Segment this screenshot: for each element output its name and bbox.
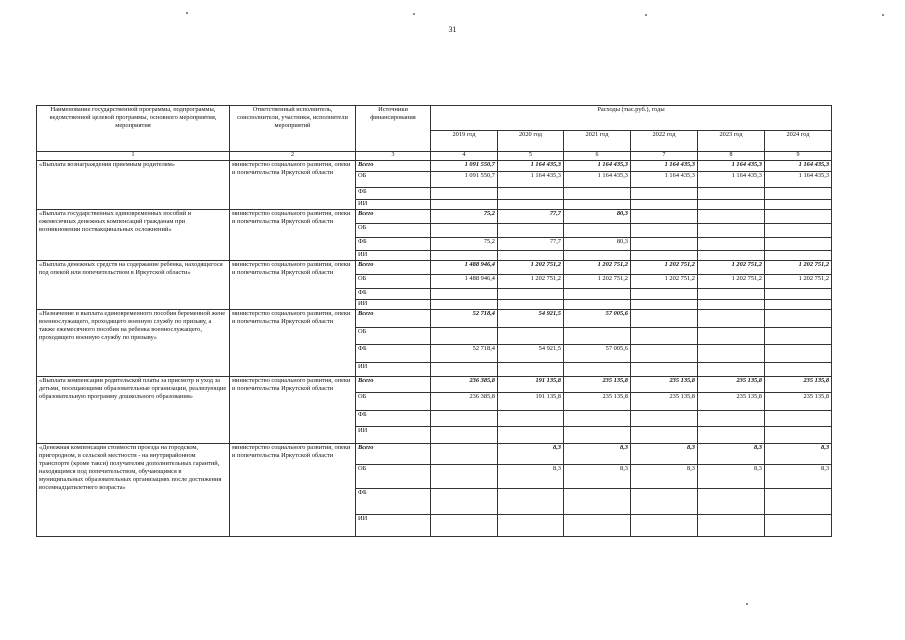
table-row	[37, 261, 832, 275]
amount-cell	[631, 489, 698, 515]
amount-cell: 8,3	[631, 444, 698, 465]
amount-cell: 8,3	[765, 444, 832, 465]
funding-source-cell: ФБ	[356, 289, 431, 300]
amount-cell	[698, 238, 765, 251]
column-number: 1	[37, 152, 230, 161]
amount-cell	[765, 210, 832, 224]
amount-cell	[564, 363, 631, 377]
amount-cell	[698, 310, 765, 328]
amount-cell: 8,3	[498, 444, 564, 465]
amount-cell: 235 135,8	[698, 393, 765, 411]
funding-source-cell: Всего	[356, 377, 431, 393]
amount-cell	[631, 200, 698, 210]
amount-cell: 1 091 550,7	[431, 161, 498, 172]
table-row	[37, 210, 832, 224]
amount-cell: 235 135,8	[564, 393, 631, 411]
amount-cell: 1 164 435,3	[498, 172, 564, 188]
amount-cell	[498, 251, 564, 261]
amount-cell	[431, 251, 498, 261]
amount-cell: 1 164 435,3	[498, 161, 564, 172]
column-number: 3	[356, 152, 431, 161]
amount-cell	[765, 200, 832, 210]
amount-cell	[631, 363, 698, 377]
funding-source-cell: ФБ	[356, 238, 431, 251]
scan-speck	[882, 14, 884, 16]
amount-cell: 1 202 751,2	[698, 275, 765, 289]
amount-cell	[431, 515, 498, 537]
amount-cell: 52 718,4	[431, 345, 498, 363]
amount-cell	[431, 200, 498, 210]
program-name-cell: «Назначение и выплата единовременного пособия беременной жене военнослужащего, проходящего военную службу по призыву, а также ежемесячного пособия на ребенка военнослужащего, проходящего военную службу по призыву»	[37, 310, 230, 377]
amount-cell	[498, 289, 564, 300]
program-name-cell: «Выплата денежных средств на содержание ребенка, находящегося под опекой или попечительством в Иркутской области»	[37, 261, 230, 310]
amount-cell: 1 202 751,2	[564, 275, 631, 289]
amount-cell	[765, 224, 832, 238]
funding-source-cell: ФБ	[356, 345, 431, 363]
amount-cell	[431, 328, 498, 345]
amount-cell	[498, 489, 564, 515]
header-year: 2022 год	[631, 131, 698, 152]
amount-cell	[431, 444, 498, 465]
amount-cell	[631, 238, 698, 251]
program-name-cell: «Денежная компенсация стоимости проезда на городском, пригородном, в сельской местности - на внутрирайонном транспорте (кроме такси) получателям дополнительных гарантий, находящимся под попечительством, обучающимся в муниципальных образовательных организациях после достижения восемнадцатилетнего возраста»	[37, 444, 230, 537]
funding-source-cell: ОБ	[356, 465, 431, 489]
amount-cell	[765, 363, 832, 377]
amount-cell	[631, 300, 698, 310]
header-expenses: Расходы (тыс.руб.), годы	[431, 106, 832, 131]
column-number: 6	[564, 152, 631, 161]
amount-cell	[765, 289, 832, 300]
amount-cell: 1 202 751,2	[564, 261, 631, 275]
amount-cell	[631, 515, 698, 537]
table-row	[37, 444, 832, 465]
amount-cell: 1 164 435,3	[698, 161, 765, 172]
amount-cell	[498, 224, 564, 238]
executor-cell: министерство социального развития, опеки и попечительства Иркутской области	[230, 261, 356, 310]
amount-cell	[698, 515, 765, 537]
amount-cell	[498, 328, 564, 345]
amount-cell: 8,3	[498, 465, 564, 489]
amount-cell	[631, 310, 698, 328]
amount-cell	[498, 363, 564, 377]
amount-cell: 8,3	[564, 444, 631, 465]
funding-source-cell: ОБ	[356, 328, 431, 345]
amount-cell	[631, 328, 698, 345]
amount-cell: 80,3	[564, 210, 631, 224]
scan-speck	[186, 12, 188, 14]
header-year: 2021 год	[564, 131, 631, 152]
header-year: 2020 год	[498, 131, 564, 152]
amount-cell	[431, 188, 498, 200]
amount-cell	[698, 411, 765, 427]
amount-cell	[564, 427, 631, 444]
amount-cell: 1 202 751,2	[765, 275, 832, 289]
amount-cell	[698, 210, 765, 224]
amount-cell: 75,2	[431, 210, 498, 224]
amount-cell	[698, 363, 765, 377]
amount-cell: 8,3	[698, 465, 765, 489]
amount-cell	[498, 200, 564, 210]
funding-source-cell: ИИ	[356, 300, 431, 310]
amount-cell	[698, 489, 765, 515]
amount-cell	[431, 411, 498, 427]
funding-source-cell: ИИ	[356, 427, 431, 444]
amount-cell: 235 135,8	[564, 377, 631, 393]
amount-cell: 191 135,8	[498, 393, 564, 411]
funding-source-cell: Всего	[356, 210, 431, 224]
amount-cell	[564, 289, 631, 300]
page-number: 31	[448, 25, 457, 34]
funding-source-cell: Всего	[356, 310, 431, 328]
executor-cell: министерство социального развития, опеки и попечительства Иркутской области	[230, 377, 356, 444]
amount-cell	[765, 300, 832, 310]
table-row	[37, 310, 832, 328]
amount-cell: 77,7	[498, 238, 564, 251]
amount-cell: 1 202 751,2	[498, 275, 564, 289]
amount-cell: 1 164 435,3	[631, 172, 698, 188]
amount-cell	[431, 363, 498, 377]
amount-cell	[698, 188, 765, 200]
funding-source-cell: Всего	[356, 261, 431, 275]
amount-cell	[631, 210, 698, 224]
amount-cell: 8,3	[765, 465, 832, 489]
table-body	[37, 161, 832, 537]
amount-cell: 1 488 946,4	[431, 261, 498, 275]
amount-cell	[698, 427, 765, 444]
amount-cell	[631, 427, 698, 444]
program-name-cell: «Выплата государственных единовременных пособий и ежемесячных денежных компенсаций гражданам при возникновении поствакцинальных осложнений»	[37, 210, 230, 261]
amount-cell	[765, 310, 832, 328]
amount-cell: 1 202 751,2	[631, 261, 698, 275]
amount-cell: 54 921,5	[498, 310, 564, 328]
scan-speck	[413, 13, 415, 15]
column-number: 5	[498, 152, 564, 161]
amount-cell	[765, 515, 832, 537]
amount-cell	[765, 238, 832, 251]
amount-cell	[498, 300, 564, 310]
funding-source-cell: ФБ	[356, 411, 431, 427]
amount-cell: 8,3	[564, 465, 631, 489]
executor-cell: министерство социального развития, опеки и попечительства Иркутской области	[230, 161, 356, 210]
amount-cell	[765, 427, 832, 444]
amount-cell: 8,3	[631, 465, 698, 489]
amount-cell	[564, 411, 631, 427]
funding-source-cell: ИИ	[356, 515, 431, 537]
amount-cell	[631, 224, 698, 238]
amount-cell: 1 164 435,3	[564, 161, 631, 172]
amount-cell	[431, 300, 498, 310]
amount-cell	[564, 328, 631, 345]
amount-cell	[765, 411, 832, 427]
amount-cell: 1 091 550,7	[431, 172, 498, 188]
amount-cell: 80,3	[564, 238, 631, 251]
amount-cell	[431, 465, 498, 489]
amount-cell	[631, 251, 698, 261]
amount-cell	[498, 411, 564, 427]
budget-table	[36, 105, 832, 537]
amount-cell: 235 135,8	[765, 377, 832, 393]
amount-cell: 1 202 751,2	[631, 275, 698, 289]
amount-cell	[564, 515, 631, 537]
amount-cell: 75,2	[431, 238, 498, 251]
amount-cell	[564, 300, 631, 310]
amount-cell	[631, 411, 698, 427]
column-number: 7	[631, 152, 698, 161]
table-row	[37, 161, 832, 172]
header-executor: Ответственный исполнитель, соисполнители, участники, исполнители мероприятий	[230, 106, 356, 152]
amount-cell	[765, 328, 832, 345]
funding-source-cell: ИИ	[356, 251, 431, 261]
amount-cell: 57 005,6	[564, 345, 631, 363]
funding-source-cell: ФБ	[356, 489, 431, 515]
funding-source-cell: ОБ	[356, 172, 431, 188]
amount-cell	[631, 188, 698, 200]
amount-cell	[564, 251, 631, 261]
amount-cell	[698, 251, 765, 261]
funding-source-cell: ОБ	[356, 393, 431, 411]
amount-cell	[498, 515, 564, 537]
amount-cell: 77,7	[498, 210, 564, 224]
amount-cell	[698, 289, 765, 300]
header-program: Наименование государственной программы, подпрограммы, ведомственной целевой программы, основного мероприятия, мероприятия	[37, 106, 230, 152]
amount-cell: 235 135,8	[631, 377, 698, 393]
amount-cell: 1 164 435,3	[564, 172, 631, 188]
amount-cell	[631, 345, 698, 363]
column-number: 2	[230, 152, 356, 161]
amount-cell	[431, 224, 498, 238]
funding-source-cell: Всего	[356, 444, 431, 465]
amount-cell: 235 135,8	[698, 377, 765, 393]
amount-cell: 235 135,8	[631, 393, 698, 411]
amount-cell	[631, 289, 698, 300]
amount-cell	[698, 328, 765, 345]
amount-cell: 1 202 751,2	[698, 261, 765, 275]
amount-cell: 54 921,5	[498, 345, 564, 363]
amount-cell: 1 164 435,3	[631, 161, 698, 172]
executor-cell: министерство социального развития, опеки и попечительства Иркутской области	[230, 444, 356, 537]
amount-cell	[765, 489, 832, 515]
amount-cell	[765, 251, 832, 261]
header-sources: Источники финансирования	[356, 106, 431, 152]
amount-cell	[564, 489, 631, 515]
program-name-cell: «Выплата компенсации родительской платы за присмотр и уход за детьми, посещающими образовательные организации, реализующие образовательную программу дошкольного образования»	[37, 377, 230, 444]
header-year: 2019 год	[431, 131, 498, 152]
funding-source-cell: ОБ	[356, 224, 431, 238]
amount-cell: 52 718,4	[431, 310, 498, 328]
amount-cell: 235 135,8	[765, 393, 832, 411]
amount-cell: 1 164 435,3	[698, 172, 765, 188]
amount-cell	[698, 345, 765, 363]
amount-cell	[564, 224, 631, 238]
column-number: 8	[698, 152, 765, 161]
table-row	[37, 377, 832, 393]
amount-cell	[765, 345, 832, 363]
amount-cell: 1 488 946,4	[431, 275, 498, 289]
header-year: 2023 год	[698, 131, 765, 152]
amount-cell	[431, 427, 498, 444]
amount-cell	[564, 188, 631, 200]
amount-cell: 1 164 435,3	[765, 172, 832, 188]
executor-cell: министерство социального развития, опеки и попечительства Иркутской области	[230, 210, 356, 261]
amount-cell	[431, 489, 498, 515]
amount-cell: 191 135,8	[498, 377, 564, 393]
funding-source-cell: ИИ	[356, 200, 431, 210]
amount-cell	[698, 200, 765, 210]
executor-cell: министерство социального развития, опеки и попечительства Иркутской области	[230, 310, 356, 377]
column-number: 4	[431, 152, 498, 161]
amount-cell: 1 202 751,2	[765, 261, 832, 275]
amount-cell	[765, 188, 832, 200]
amount-cell: 1 202 751,2	[498, 261, 564, 275]
program-name-cell: «Выплата вознаграждения приемным родителям»	[37, 161, 230, 210]
amount-cell	[498, 427, 564, 444]
amount-cell	[498, 188, 564, 200]
column-number: 9	[765, 152, 832, 161]
amount-cell: 236 385,8	[431, 377, 498, 393]
funding-source-cell: ОБ	[356, 275, 431, 289]
funding-source-cell: ФБ	[356, 188, 431, 200]
funding-source-cell: Всего	[356, 161, 431, 172]
amount-cell	[698, 300, 765, 310]
amount-cell: 8,3	[698, 444, 765, 465]
amount-cell	[564, 200, 631, 210]
amount-cell	[698, 224, 765, 238]
amount-cell: 236 385,8	[431, 393, 498, 411]
funding-source-cell: ИИ	[356, 363, 431, 377]
amount-cell: 1 164 435,3	[765, 161, 832, 172]
header-year: 2024 год	[765, 131, 832, 152]
scan-speck	[645, 14, 647, 16]
amount-cell	[431, 289, 498, 300]
scan-speck	[746, 603, 748, 605]
amount-cell: 57 005,6	[564, 310, 631, 328]
